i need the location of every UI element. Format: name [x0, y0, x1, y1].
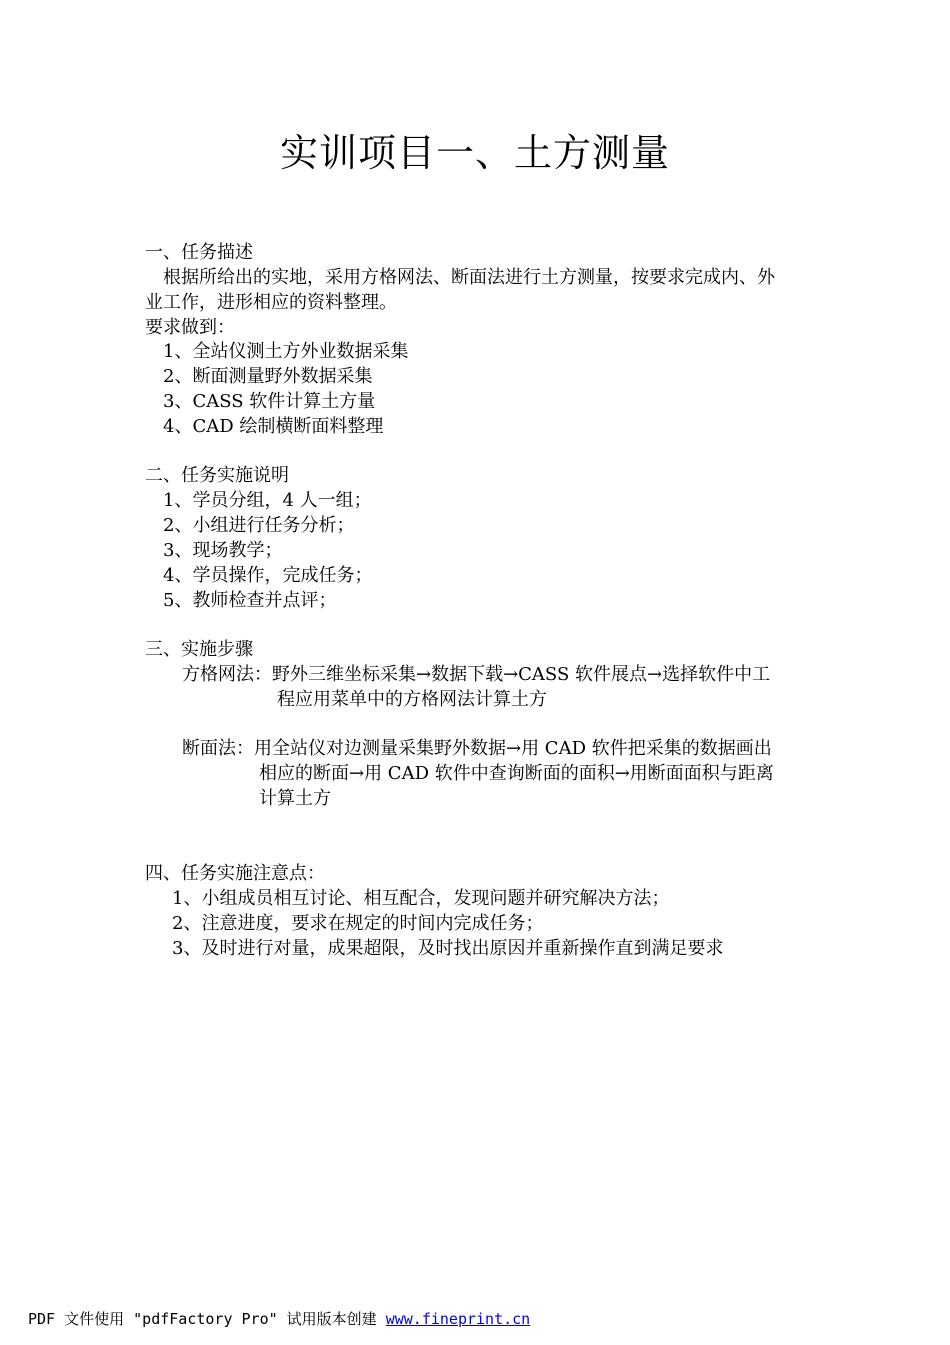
section-4-item: 2、注意进度，要求在规定的时间内完成任务； — [172, 913, 544, 934]
grid-method-line-2: 程应用菜单中的方格网法计算土方 — [277, 689, 547, 710]
section-2-heading: 二、任务实施说明 — [145, 465, 289, 486]
section-1-description-line-1: 根据所给出的实地，采用方格网法、断面法进行土方测量，按要求完成内、外 — [163, 267, 775, 288]
fineprint-link[interactable]: www.fineprint.cn — [385, 1310, 531, 1328]
section-2-item: 1、学员分组，4 人一组； — [163, 490, 372, 511]
section-method-line-1: 断面法：用全站仪对边测量采集野外数据→用 CAD 软件把采集的数据画出 — [182, 738, 772, 759]
section-3-heading: 三、实施步骤 — [145, 639, 253, 660]
section-2-item: 5、教师检查并点评； — [163, 590, 337, 611]
section-2-item: 2、小组进行任务分析； — [163, 515, 355, 536]
section-method-line-3: 计算土方 — [259, 788, 331, 809]
section-4-item: 1、小组成员相互讨论、相互配合，发现问题并研究解决方法； — [172, 888, 670, 909]
section-1-description-line-2: 业工作，进形相应的资料整理。 — [145, 292, 397, 313]
footer-text: PDF 文件使用 "pdfFactory Pro" 试用版本创建 — [28, 1310, 386, 1328]
section-1-item: 4、CAD 绘制横断面料整理 — [163, 416, 384, 437]
section-4-item: 3、及时进行对量，成果超限，及时找出原因并重新操作直到满足要求 — [172, 938, 724, 959]
pdf-factory-footer — [28, 1307, 530, 1331]
section-method-line-2: 相应的断面→用 CAD 软件中查询断面的面积→用断面面积与距离 — [259, 763, 774, 784]
section-1-item: 2、断面测量野外数据采集 — [163, 366, 373, 387]
grid-method-line-1: 方格网法：野外三维坐标采集→数据下载→CASS 软件展点→选择软件中工 — [182, 664, 771, 685]
section-1-item: 3、CASS 软件计算土方量 — [163, 391, 376, 412]
section-4-heading: 四、任务实施注意点： — [145, 863, 325, 884]
section-2-item: 4、学员操作，完成任务； — [163, 565, 373, 586]
section-2-item: 3、现场教学； — [163, 540, 283, 561]
section-1-requirements-label: 要求做到： — [145, 317, 235, 338]
page-title: 实训项目一、土方测量 — [279, 131, 670, 175]
section-1-item: 1、全站仪测土方外业数据采集 — [163, 341, 409, 362]
section-1-heading: 一、任务描述 — [145, 242, 253, 263]
